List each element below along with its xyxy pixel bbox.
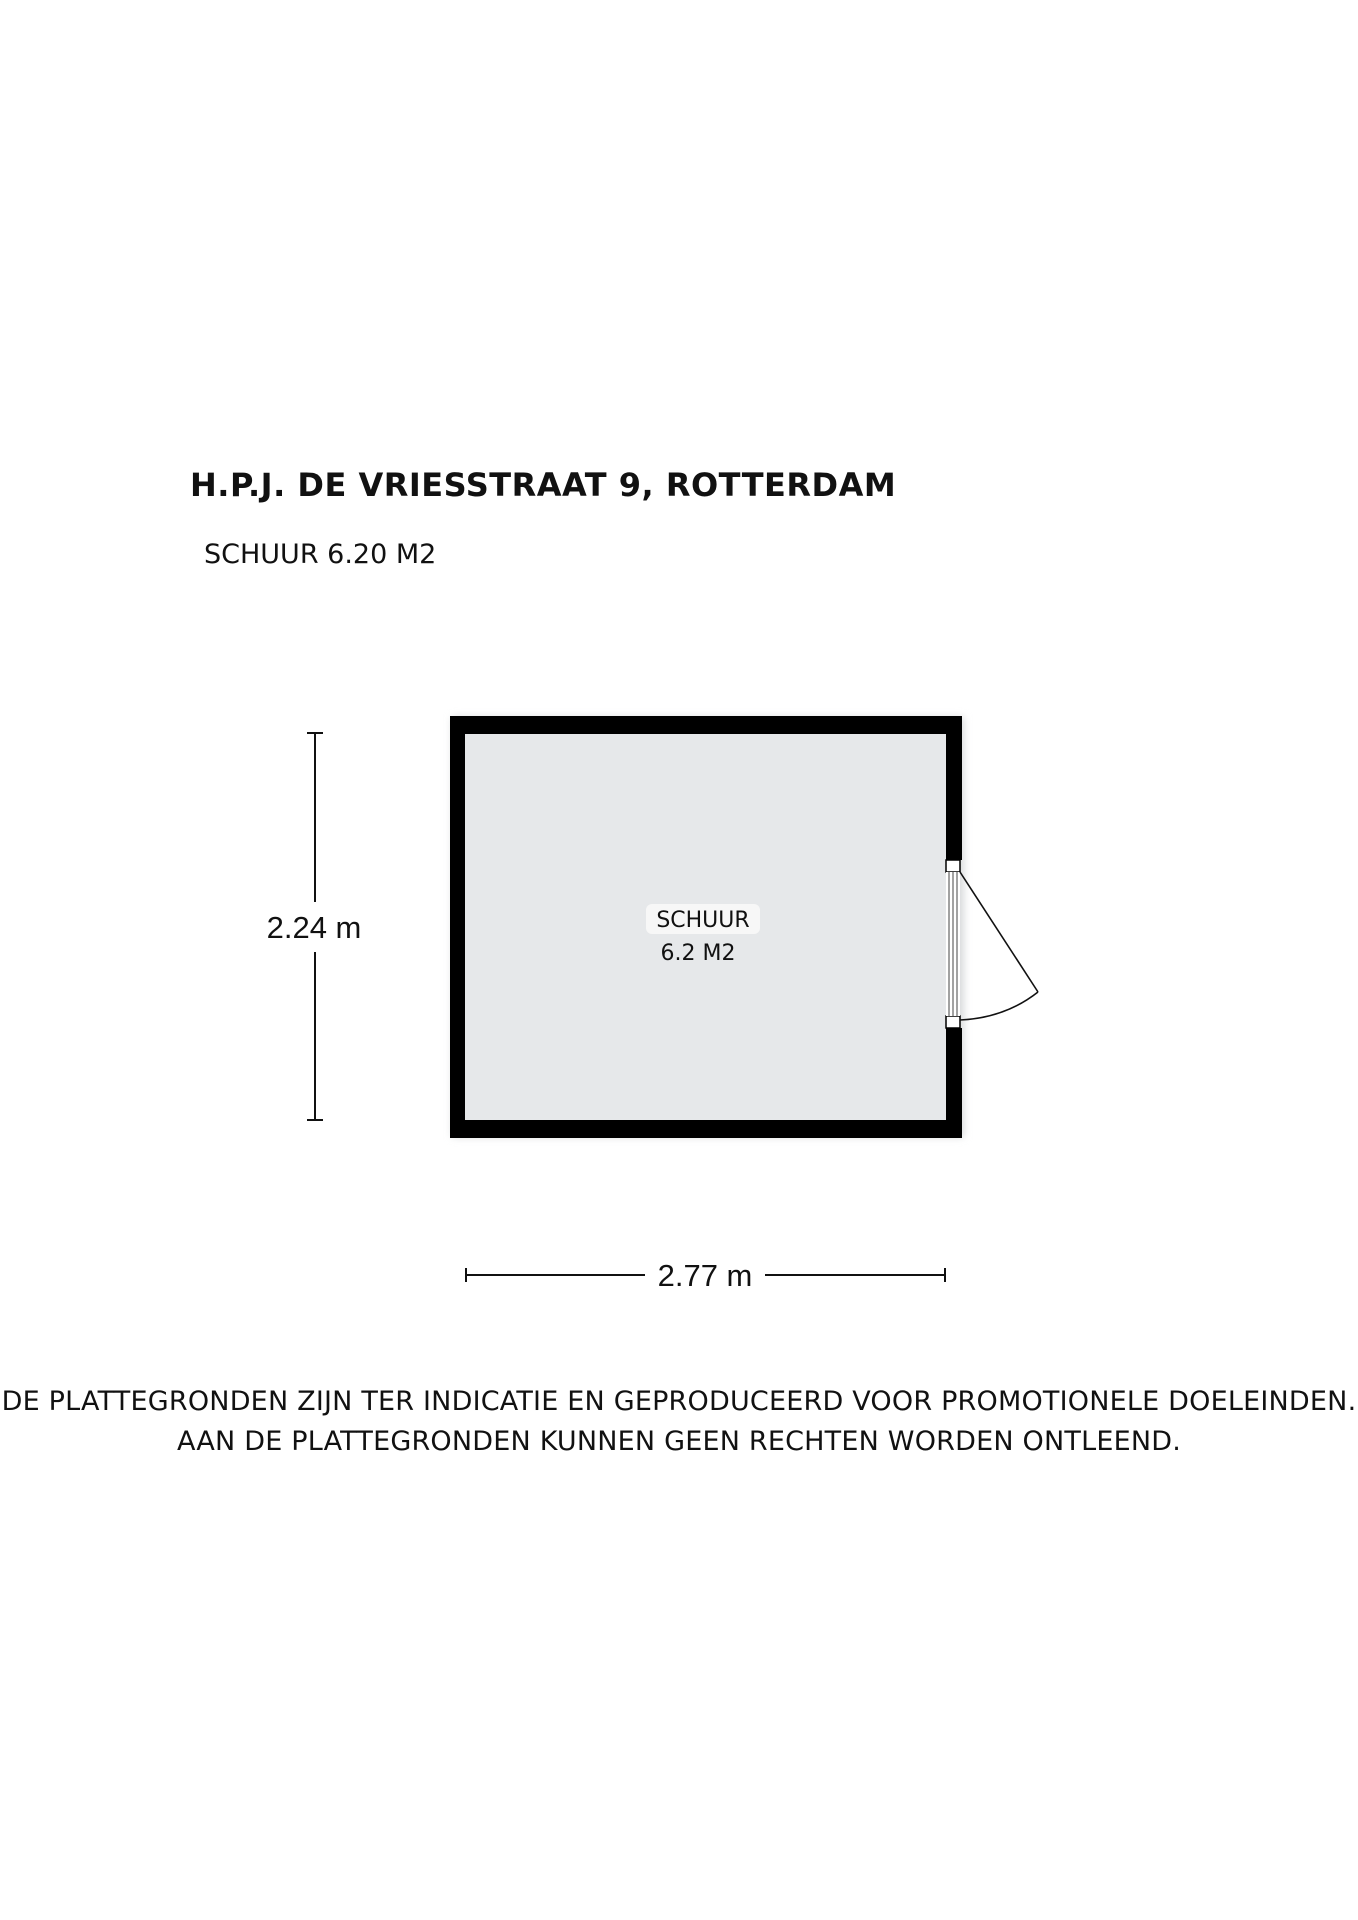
door-jamb-top — [946, 860, 960, 872]
page-title: H.P.J. DE VRIESSTRAAT 9, ROTTERDAM — [190, 466, 897, 504]
door-leaf — [960, 872, 1038, 992]
page-subtitle: SCHUUR 6.20 M2 — [204, 539, 437, 570]
wall-bottom — [450, 1120, 962, 1138]
wall-right-upper — [946, 716, 962, 860]
dimension-width-label: 2.77 m — [657, 1258, 753, 1293]
disclaimer — [0, 1382, 1358, 1462]
dimension-height-label: 2.24 m — [266, 910, 362, 945]
wall-right-lower — [946, 1028, 962, 1138]
room-area-label: 6.2 M2 — [660, 941, 736, 966]
room-name-label: SCHUUR — [656, 908, 750, 933]
disclaimer-line: DE PLATTEGRONDEN ZIJN TER INDICATIE EN GEPRODUCEERD VOOR PROMOTIONELE DOELEINDEN. — [1, 1386, 1357, 1417]
door-swing-arc — [960, 992, 1038, 1020]
door-jamb-bottom — [946, 1016, 960, 1028]
disclaimer-line: AAN DE PLATTEGRONDEN KUNNEN GEEN RECHTEN WORDEN ONTLEEND. — [176, 1426, 1182, 1457]
wall-left — [450, 716, 465, 1138]
wall-top — [450, 716, 962, 734]
